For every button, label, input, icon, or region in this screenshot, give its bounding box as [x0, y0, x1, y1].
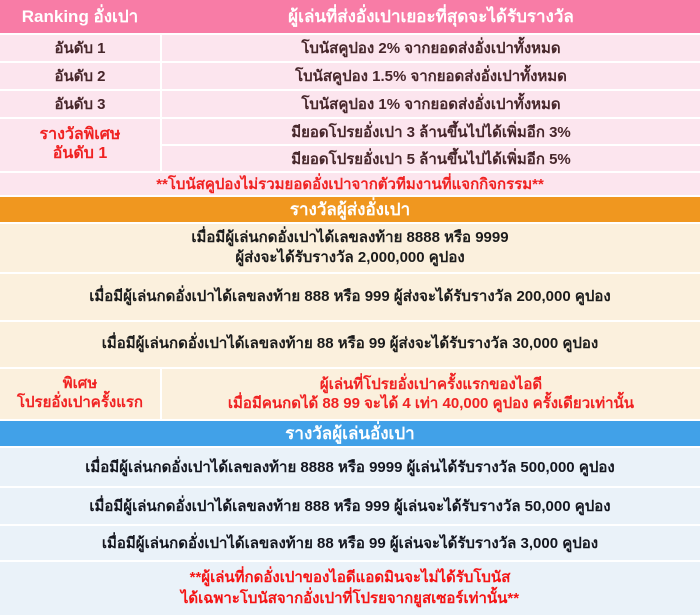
sender-special-label-line2: โปรยอั่งเปาครั้งแรก [16, 394, 144, 411]
player-footer-note-line2: ได้เฉพาะโบนัสจากอั่งเปาที่โปรยจากยูสเซอร์เท่านั้น** [180, 589, 520, 607]
sender-row-2: เมื่อมีผู้เล่นกดอั่งเปาได้เลขลงท้าย 888 หรือ 999 ผู้ส่งจะได้รับรางวัล 200,000 คูปอง [0, 274, 700, 320]
sender-special-row [0, 369, 700, 419]
special-rank-rewards [162, 119, 700, 171]
ranking-header-col1: Ranking อั่งเปา [21, 7, 139, 26]
sender-special-label-line1: พิเศษ [62, 375, 98, 393]
rank-reward: โบนัสคูปอง 1% จากยอดส่งอั่งเปาทั้งหมด [162, 91, 700, 117]
special-rank-label [0, 119, 160, 171]
sender-section-title: รางวัลผู้ส่งอั่งเปา [0, 197, 700, 222]
sender-row-3: เมื่อมีผู้เล่นกดอั่งเปาได้เลขลงท้าย 88 หรือ 99 ผู้ส่งจะได้รับรางวัล 30,000 คูปอง [0, 322, 700, 367]
player-section-title: รางวัลผู้เล่นอั่งเปา [0, 421, 700, 446]
ranking-row-2 [0, 63, 700, 89]
special-rank-label-line1: รางวัลพิเศษ [39, 126, 121, 144]
player-row-2: เมื่อมีผู้เล่นกดอั่งเปาได้เลขลงท้าย 888 หรือ 999 ผู้เล่นจะได้รับรางวัล 50,000 คูปอง [0, 488, 700, 524]
rank-reward: โบนัสคูปอง 1.5% จากยอดส่งอั่งเปาทั้งหมด [162, 63, 700, 89]
sender-row-1 [0, 224, 700, 272]
ranking-note: **โบนัสคูปองไม่รวมยอดอั่งเปาจากตัวทีมงานที่แจกกิจกรรม** [0, 173, 700, 195]
sender-row-1-line1: เมื่อมีผู้เล่นกดอั่งเปาได้เลขลงท้าย 8888 หรือ 9999 [191, 228, 509, 246]
ranking-special-row [0, 119, 700, 171]
ranking-row-1 [0, 35, 700, 61]
ranking-header-row [0, 0, 700, 33]
sender-special-desc-line2: เมื่อมีคนกดได้ 88 99 จะได้ 4 เท่า 40,000 คูปอง ครั้งเดียวเท่านั้น [227, 395, 635, 412]
player-footer-note-line1: **ผู้เล่นที่กดอั่งเปาของไอดีแอดมินจะไม่ได้รับโบนัส [189, 569, 511, 587]
rank-reward: โบนัสคูปอง 2% จากยอดส่งอั่งเปาทั้งหมด [162, 35, 700, 61]
sender-row-1-line2: ผู้ส่งจะได้รับรางวัล 2,000,000 คูปอง [235, 249, 465, 266]
rank-label: อันดับ 3 [0, 91, 160, 117]
sender-special-desc [162, 369, 700, 419]
rank-label: อันดับ 1 [0, 35, 160, 61]
rank-label: อันดับ 2 [0, 63, 160, 89]
special-rank-label-line2: อันดับ 1 [52, 145, 108, 162]
player-row-1: เมื่อมีผู้เล่นกดอั่งเปาได้เลขลงท้าย 8888 หรือ 9999 ผู้เล่นได้รับรางวัล 500,000 คูปอง [0, 448, 700, 486]
player-footer-note [0, 562, 700, 615]
sender-special-desc-line1: ผู้เล่นที่โปรยอั่งเปาครั้งแรกของไอดี [319, 375, 543, 393]
ranking-row-3 [0, 91, 700, 117]
special-rank-reward-1: มียอดโปรยอั่งเปา 3 ล้านขึ้นไปได้เพิ่มอีก 3% [162, 119, 700, 144]
player-row-3: เมื่อมีผู้เล่นกดอั่งเปาได้เลขลงท้าย 88 หรือ 99 ผู้เล่นจะได้รับรางวัล 3,000 คูปอง [0, 526, 700, 560]
special-rank-reward-2: มียอดโปรยอั่งเปา 5 ล้านขึ้นไปได้เพิ่มอีก 5% [162, 146, 700, 171]
sender-special-label [0, 369, 160, 419]
ranking-header-col2: ผู้เล่นที่ส่งอั่งเปาเยอะที่สุดจะได้รับรางวัล [288, 7, 574, 26]
